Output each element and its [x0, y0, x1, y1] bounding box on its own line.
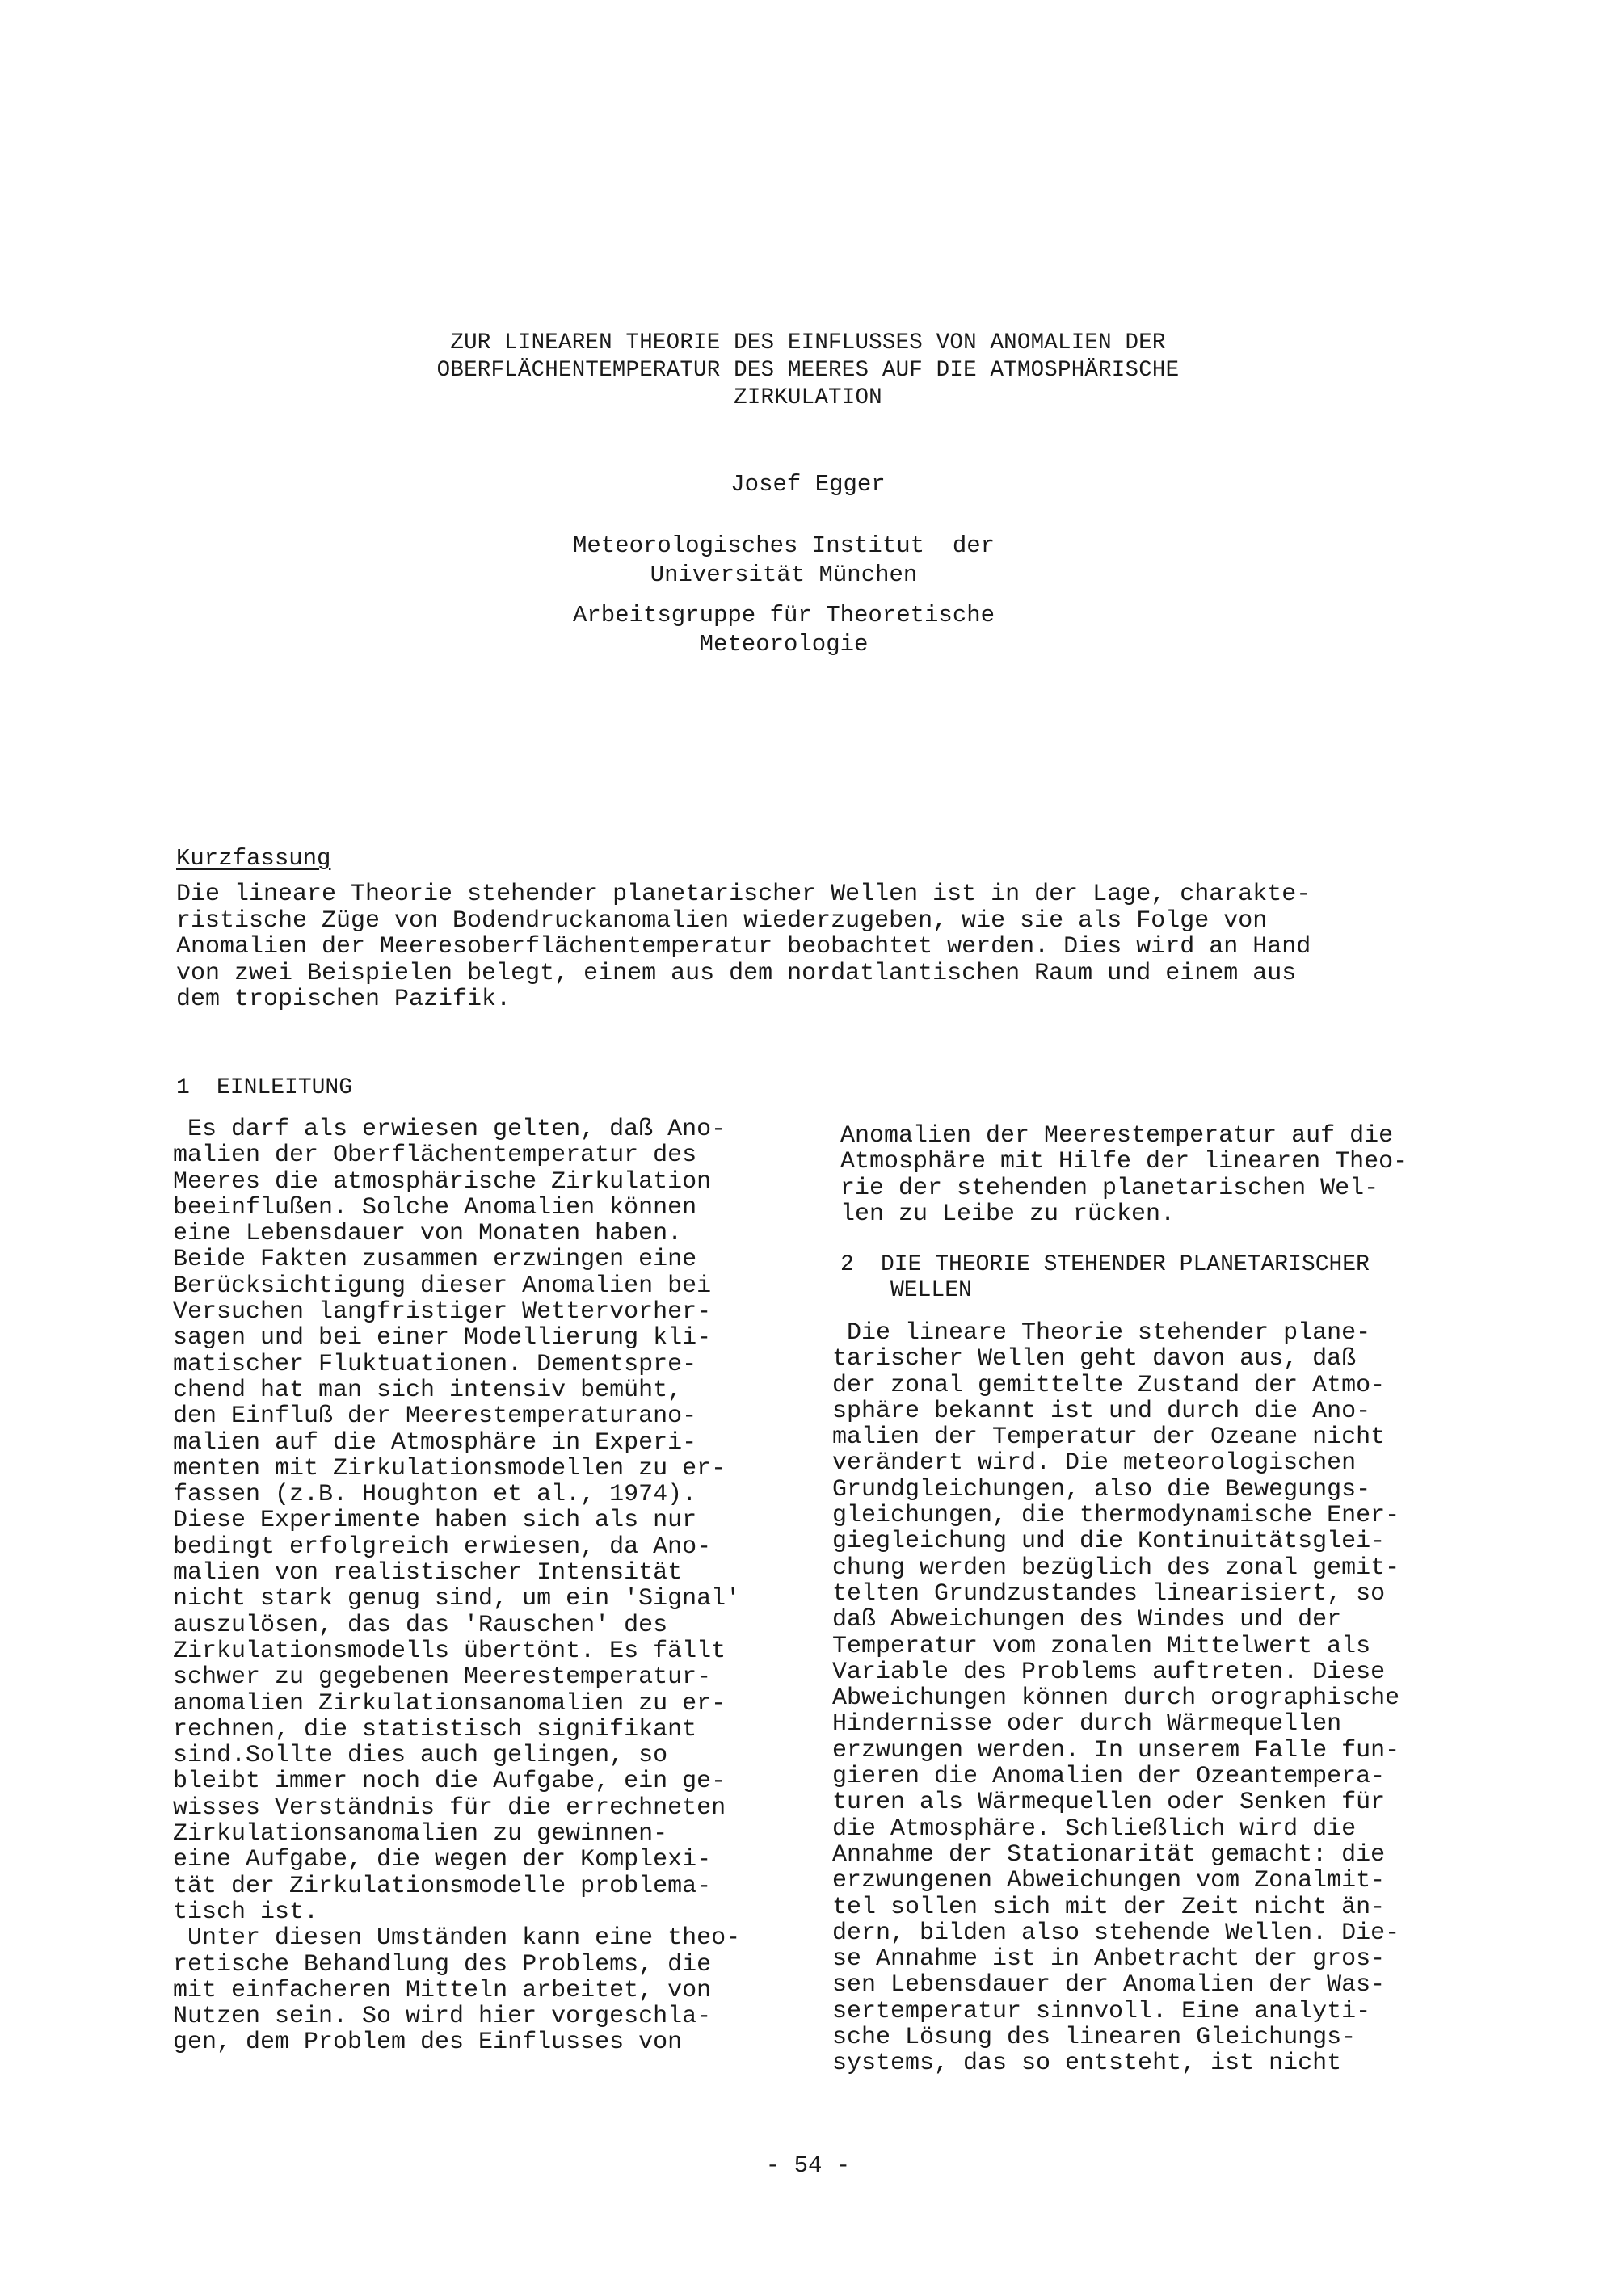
text-line: Versuchen langfristiger Wettervorher-	[173, 1298, 712, 1327]
text-line: turen als Wärmequellen oder Senken für	[832, 1789, 1386, 1817]
text-line: Es darf als erwiesen gelten, daß Ano-	[173, 1116, 726, 1143]
text-line: Annahme der Stationarität gemacht: die	[832, 1840, 1386, 1869]
text-line: malien auf die Atmosphäre in Experi-	[173, 1428, 697, 1457]
title-line: ZIRKULATION	[734, 385, 882, 410]
right-column-intro-text	[840, 1123, 1471, 1227]
section-title: EINLEITUNG	[217, 1075, 353, 1100]
affiliation-line: Meteorologie	[699, 631, 869, 658]
text-line: Variable des Problems auftreten. Diese	[832, 1658, 1386, 1686]
text-line: sagen und bei einer Modellierung kli-	[173, 1324, 712, 1352]
text-line: gieren die Anomalien der Ozeantempera-	[832, 1763, 1386, 1791]
text-line: malien der Oberflächentemperatur des	[173, 1142, 697, 1170]
text-line: erzwungen werden. In unserem Falle fun-	[832, 1736, 1400, 1764]
title-line: ZUR LINEAREN THEORIE DES EINFLUSSES VON ANOMALIEN DER	[450, 330, 1166, 355]
text-line: len zu Leibe zu rücken.	[840, 1200, 1176, 1228]
text-line: mit einfacheren Mitteln arbeitet, von	[173, 1976, 712, 2004]
text-line: malien von realistischer Intensität	[173, 1559, 683, 1587]
text-line: eine Aufgabe, die wegen der Komplexi-	[173, 1846, 712, 1874]
text-line: Beide Fakten zusammen erzwingen eine	[173, 1246, 697, 1274]
affiliation-line: Universität München	[650, 561, 918, 588]
author-name: Josef Egger	[730, 471, 886, 498]
text-line: chend hat man sich intensiv bemüht,	[173, 1376, 683, 1404]
text-line: systems, das so entsteht, ist nicht	[832, 2050, 1342, 2078]
text-line: daß Abweichungen des Windes und der	[832, 1606, 1342, 1634]
text-line: Anomalien der Meeresoberflächentemperatur beobachtet werden. Dies wird an Hand	[176, 933, 1311, 961]
text-line: dern, bilden also stehende Wellen. Die-	[832, 1919, 1400, 1947]
text-line: tarischer Wellen geht davon aus, daß	[832, 1345, 1357, 1373]
abstract-heading: Kurzfassung	[176, 845, 331, 872]
text-line: erzwungenen Abweichungen vom Zonalmit-	[832, 1867, 1386, 1895]
text-line: tät der Zirkulationsmodelle problema-	[173, 1872, 712, 1900]
text-line: chung werden bezüglich des zonal gemit-	[832, 1554, 1400, 1582]
text-line: Diese Experimente haben sich als nur	[173, 1507, 697, 1535]
text-line: ristische Züge von Bodendruckanomalien wiederzugeben, wie sie als Folge von	[176, 906, 1268, 935]
text-line: schwer zu gegebenen Meerestemperatur-	[173, 1663, 712, 1692]
text-line: Nutzen sein. So wird hier vorgeschla-	[173, 2003, 712, 2031]
text-line: beeinflußen. Solche Anomalien können	[173, 1193, 697, 1222]
section-heading-theorie	[840, 1252, 1370, 1304]
paper-title	[323, 330, 1293, 412]
affiliation-line: Arbeitsgruppe für Theoretische	[572, 602, 995, 629]
section-title-continued: WELLEN	[890, 1278, 972, 1303]
text-line: bleibt immer noch die Aufgabe, ein ge-	[173, 1768, 726, 1796]
section-number: 2	[840, 1252, 854, 1277]
text-line: der zonal gemittelte Zustand der Atmo-	[832, 1371, 1386, 1399]
title-line: OBERFLÄCHENTEMPERATUR DES MEERES AUF DIE ATMOSPHÄRISCHE	[436, 358, 1180, 383]
text-line: giegleichung und die Kontinuitätsglei-	[832, 1528, 1386, 1556]
affiliation	[533, 532, 1034, 659]
left-column-text	[173, 1116, 803, 2056]
text-line: dem tropischen Pazifik.	[176, 986, 511, 1013]
text-line: tisch ist.	[173, 1898, 319, 1926]
text-line: se Annahme ist in Anbetracht der gros-	[832, 1945, 1386, 1974]
text-line: Die lineare Theorie stehender planetarischer Wellen ist in der Lage, charakte-	[176, 881, 1311, 908]
text-line: von zwei Beispielen belegt, einem aus dem nordatlantischen Raum und einem aus	[176, 959, 1297, 987]
text-line: Unter diesen Umständen kann eine theo-	[173, 1924, 741, 1953]
affiliation-line: Meteorologisches Institut der	[572, 532, 995, 559]
text-line: Grundgleichungen, also die Bewegungs-	[832, 1475, 1371, 1503]
text-line: Zirkulationsmodells übertönt. Es fällt	[173, 1637, 726, 1665]
text-line: Anomalien der Meerestemperatur auf die	[840, 1122, 1394, 1150]
text-line: sen Lebensdauer der Anomalien der Was-	[832, 1971, 1386, 2000]
text-line: Atmosphäre mit Hilfe der linearen Theo-	[840, 1148, 1408, 1176]
text-line: Berücksichtigung dieser Anomalien bei	[173, 1272, 712, 1300]
text-line: Meeres die atmosphärische Zirkulation	[173, 1167, 712, 1196]
section-number: 1	[176, 1075, 190, 1100]
text-line: die Atmosphäre. Schließlich wird die	[832, 1815, 1357, 1843]
text-line: sertemperatur sinnvoll. Eine analyti-	[832, 1997, 1371, 2025]
text-line: Abweichungen können durch orographische	[832, 1684, 1400, 1713]
text-line: bedingt erfolgreich erwiesen, da Ano-	[173, 1533, 712, 1561]
text-line: telten Grundzustandes linearisiert, so	[832, 1579, 1386, 1608]
text-line: fassen (z.B. Houghton et al., 1974).	[173, 1481, 697, 1509]
text-line: verändert wird. Die meteorologischen	[832, 1449, 1357, 1478]
text-line: sche Lösung des linearen Gleichungs-	[832, 2024, 1357, 2052]
text-line: sphäre bekannt ist und durch die Ano-	[832, 1397, 1371, 1425]
section-heading-einleitung	[176, 1074, 352, 1102]
text-line: Temperatur vom zonalen Mittelwert als	[832, 1632, 1371, 1660]
text-line: gleichungen, die thermodynamische Ener-	[832, 1502, 1400, 1530]
text-line: matischer Fluktuationen. Dementspre-	[173, 1350, 697, 1378]
text-line: eine Lebensdauer von Monaten haben.	[173, 1220, 683, 1248]
section-title: DIE THEORIE STEHENDER PLANETARISCHER	[881, 1252, 1370, 1277]
page-number: - 54 -	[765, 2152, 851, 2179]
text-line: Die lineare Theorie stehender plane-	[832, 1319, 1371, 1347]
abstract-body	[176, 881, 1437, 1013]
text-line: nicht stark genug sind, um ein 'Signal'	[173, 1585, 741, 1613]
text-line: rechnen, die statistisch signifikant	[173, 1715, 697, 1743]
text-line: wisses Verständnis für die errechneten	[173, 1793, 726, 1822]
text-line: sind.Sollte dies auch gelingen, so	[173, 1742, 668, 1770]
text-line: menten mit Zirkulationsmodellen zu er-	[173, 1454, 726, 1482]
text-line: retische Behandlung des Problems, die	[173, 1950, 712, 1979]
text-line: anomalien Zirkulationsanomalien zu er-	[173, 1689, 726, 1718]
text-line: auszulösen, das das 'Rauschen' des	[173, 1611, 668, 1639]
text-line: gen, dem Problem des Einflusses von	[173, 2029, 683, 2057]
text-line: rie der stehenden planetarischen Wel-	[840, 1174, 1379, 1202]
text-line: malien der Temperatur der Ozeane nicht	[832, 1423, 1386, 1452]
right-column-theorie-text	[832, 1320, 1471, 2077]
text-line: tel sollen sich mit der Zeit nicht än-	[832, 1893, 1386, 1921]
text-line: den Einfluß der Meerestemperaturano-	[173, 1402, 697, 1431]
text-line: Hindernisse oder durch Wärmequellen	[832, 1710, 1342, 1739]
text-line: Zirkulationsanomalien zu gewinnen-	[173, 1820, 668, 1848]
